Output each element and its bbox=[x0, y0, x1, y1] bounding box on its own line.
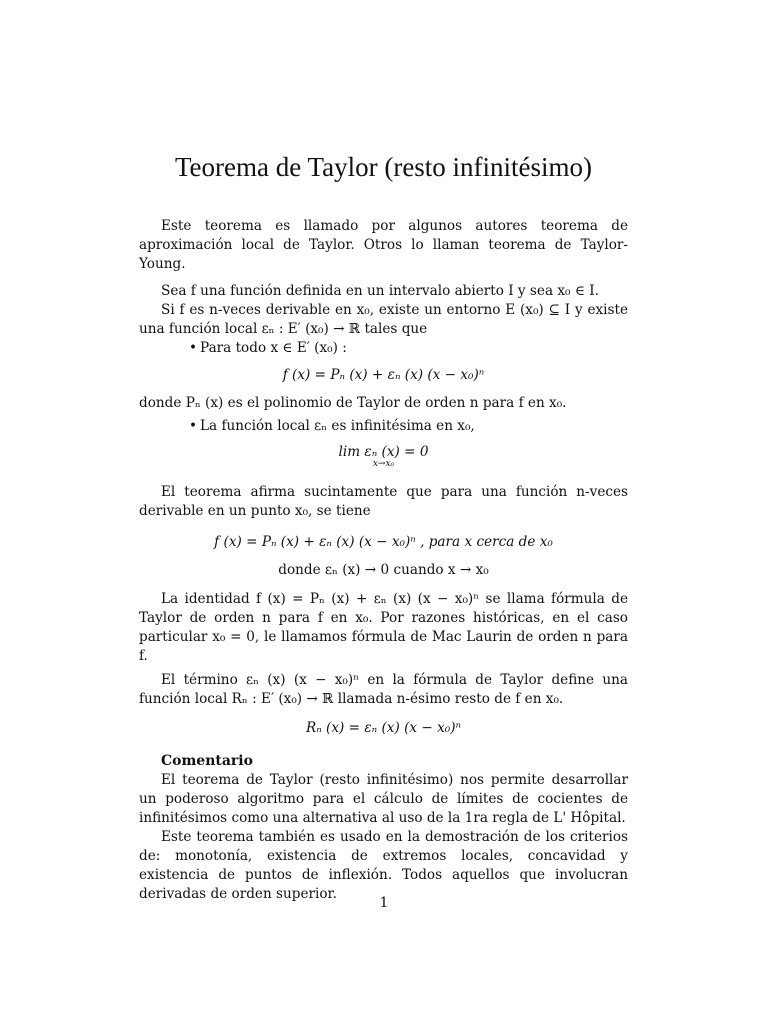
equation-taylor-near: f (x) = Pₙ (x) + εₙ (x) (x − x₀)ⁿ , para x cerca de x₀ bbox=[214, 534, 553, 550]
bullet-item-1 bbox=[139, 339, 628, 358]
bullet-icon: • bbox=[189, 340, 198, 356]
bullet-icon: • bbox=[189, 418, 198, 434]
limit-expression bbox=[339, 446, 429, 469]
definition-paragraph: Sea f una función definida en un intervalo abierto I y sea x₀ ∈ I. bbox=[161, 283, 599, 299]
page-number: 1 bbox=[379, 895, 389, 911]
statement-paragraph: El teorema afirma sucintamente que para una función n-veces derivable en un punto x₀, se tiene bbox=[139, 484, 628, 519]
intro-paragraph: Este teorema es llamado por algunos autores teorema de aproximación local de Taylor. Otros lo llaman teorema de Taylor-Young. bbox=[139, 218, 628, 272]
remainder-paragraph: El término εₙ (x) (x − x₀)ⁿ en la fórmula de Taylor define una función local Rₙ : E′ (x₀) → ℝ llamada n-ésimo resto de f en x₀. bbox=[139, 672, 628, 707]
equation-taylor: f (x) = Pₙ (x) + εₙ (x) (x − x₀)ⁿ bbox=[282, 367, 485, 383]
equation-remainder-limit: donde εₙ (x) → 0 cuando x → x₀ bbox=[278, 562, 489, 578]
limit-subscript: x→x₀ bbox=[372, 459, 395, 469]
document-title: Teorema de Taylor (resto infinitésimo) bbox=[174, 152, 593, 182]
polynomial-paragraph: donde Pₙ (x) es el polinomio de Taylor de orden n para f en x₀. bbox=[139, 395, 567, 411]
bullet-item-2-text: La función local εₙ es infinitésima en x₀, bbox=[200, 418, 475, 434]
bullet-item-1-text: Para todo x ∈ E′ (x₀) : bbox=[200, 340, 347, 356]
document-page bbox=[139, 150, 628, 904]
equation-remainder: Rₙ (x) = εₙ (x) (x − x₀)ⁿ bbox=[305, 720, 462, 736]
comment-paragraph-1: El teorema de Taylor (resto infinitésimo) nos permite desarrollar un poderoso algoritmo para el cálculo de límites de cocientes de infinitésimos como una alternativa al uso de la 1ra regla de L' Hôpital. bbox=[139, 772, 628, 826]
hypothesis-paragraph: Si f es n-veces derivable en x₀, existe un entorno E (x₀) ⊆ I y existe una función local εₙ : E′ (x₀) → ℝ tales que bbox=[139, 302, 628, 337]
bullet-item-2 bbox=[139, 417, 628, 436]
identity-paragraph: La identidad f (x) = Pₙ (x) + εₙ (x) (x − x₀)ⁿ se llama fórmula de Taylor de orden n para f en x₀. Por razones históricas, en el caso particular x₀ = 0, le llamamos fórmula de Mac Laurin de orden n para f. bbox=[139, 591, 628, 664]
equation-limit bbox=[139, 446, 628, 469]
comment-paragraph-2: Este teorema también es usado en la demostración de los criterios de: monotonía, existencia de extremos locales, concavidad y existencia de puntos de inflexión. Todos aquellos que involucran derivadas de orden superior. bbox=[139, 829, 628, 902]
limit-main: lim εₙ (x) = 0 bbox=[338, 444, 429, 460]
comment-heading: Comentario bbox=[161, 753, 253, 769]
